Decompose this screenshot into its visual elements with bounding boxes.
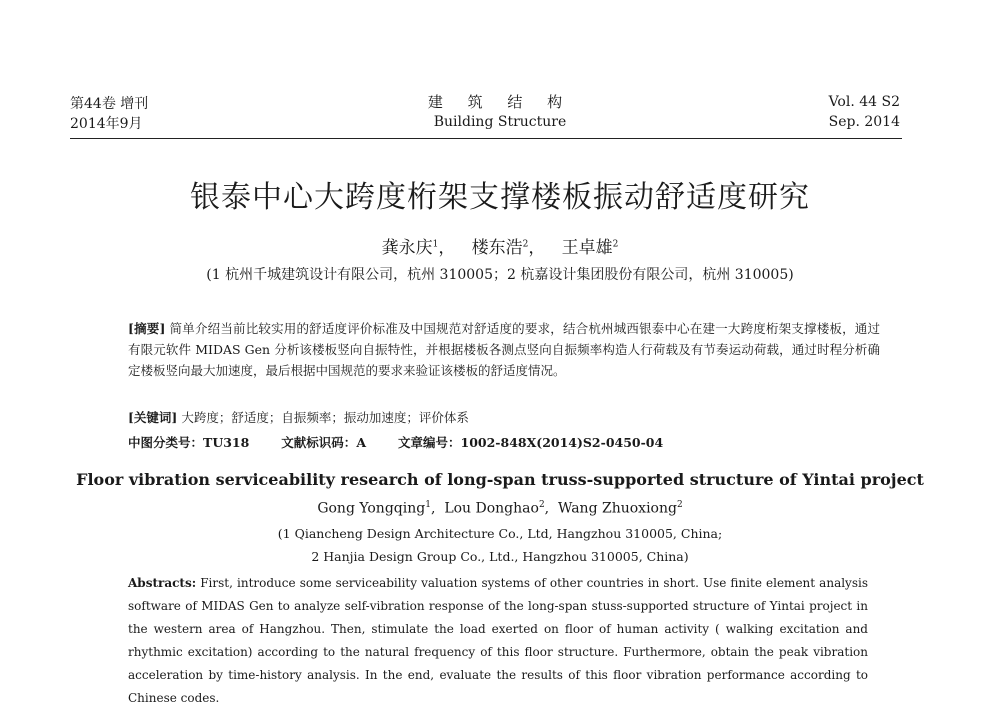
author-name: Lou Donghao bbox=[444, 500, 539, 517]
abstract-cn-label: [摘要] bbox=[128, 321, 166, 336]
classification bbox=[128, 435, 249, 450]
paper-title-cn: 银泰中心大跨度桁架支撑楼板振动舒适度研究 bbox=[190, 180, 810, 215]
author-name: 王卓雄 bbox=[561, 238, 613, 258]
classification-line bbox=[128, 432, 880, 453]
article-no-label: 文章编号： bbox=[398, 435, 461, 450]
affiliation-en-2: 2 Hanjia Design Group Co., Ltd., Hangzhou 310005, China) bbox=[311, 549, 689, 564]
abstract-en bbox=[128, 572, 868, 710]
author-name: 楼东浩 bbox=[471, 238, 523, 258]
paper-title-en: Floor vibration serviceability research of long-span truss-supported structure of Yintai project bbox=[76, 470, 924, 489]
volume-cn: 第44卷 增刊 bbox=[70, 96, 149, 112]
doc-code-label: 文献标识码： bbox=[281, 435, 357, 450]
date-en: Sep. 2014 bbox=[828, 114, 900, 130]
journal-name-cn: 建 筑 结 构 bbox=[427, 93, 573, 111]
authors-en: Gong Yongqing$^1$, Lou Donghao$^2$, Wang Zhuoxiong$^2$ bbox=[317, 500, 683, 517]
classification-label: 中图分类号： bbox=[128, 435, 204, 450]
author-sup: 2 bbox=[522, 239, 529, 250]
journal-volume-en bbox=[829, 92, 900, 132]
header-divider bbox=[70, 138, 902, 139]
article-no-value: 1002-848X(2014)S2-0450-04 bbox=[460, 435, 664, 450]
keywords-cn bbox=[128, 407, 880, 428]
article-number bbox=[398, 435, 663, 450]
author-sup: 2 bbox=[538, 500, 545, 510]
affiliation-cn: (1 杭州千城建筑设计有限公司，杭州 310005；2 杭嘉设计集团股份有限公司，杭州 310005) bbox=[206, 267, 794, 283]
affiliation-en-1: (1 Qiancheng Design Architecture Co., Ltd, Hangzhou 310005, China; bbox=[277, 526, 723, 541]
abstract-en-label: Abstracts: bbox=[128, 576, 197, 590]
author-sup: 2 bbox=[612, 239, 619, 250]
doc-code-value: A bbox=[356, 435, 367, 450]
keywords-cn-text: 大跨度；舒适度；自振频率；振动加速度；评价体系 bbox=[181, 410, 469, 425]
date-cn: 2014年9月 bbox=[70, 116, 143, 132]
doc-code bbox=[281, 435, 366, 450]
author-name: 龚永庆 bbox=[381, 238, 433, 258]
author-sup: 1 bbox=[425, 500, 431, 510]
journal-name-en: Building Structure bbox=[433, 114, 567, 130]
author-sup: 1 bbox=[432, 239, 439, 250]
author-sup: 2 bbox=[676, 500, 683, 510]
authors-cn: 龚永庆$^1$， 楼东浩$^2$， 王卓雄$^2$ bbox=[381, 238, 619, 258]
abstract-cn bbox=[128, 318, 880, 381]
abstract-en-text: First, introduce some serviceability valuation systems of other countries in short. Use finite element analysis software of MIDAS Gen to analyze self-vibration response of the long-span stuss-supported structure of Yintai project in the western area of Hangzhou. Then, stimulate the load exerted on floor of human activity ( walking excitation and rhythmic excitation) according to the natural frequency of this floor structure. Furthermore, obtain the peak vibration acceleration by time-history analysis. In the end, evaluate the results of this floor vibration performance according to Chinese codes. bbox=[128, 576, 868, 705]
abstract-cn-text: 简单介绍当前比较实用的舒适度评价标准及中国规范对舒适度的要求，结合杭州城西银泰中心在建一大跨度桁架支撑楼板，通过有限元软件 MIDAS Gen 分析该楼板竖向自振特性，并根据楼板各测点竖向自振频率构造人行荷载及有节奏运动荷载，通过时程分析确定楼板竖向最大加速度，最后根据中国规范的要求来验证该楼板的舒适度情况。 bbox=[128, 321, 880, 378]
classification-value: TU318 bbox=[203, 435, 250, 450]
author-name: Wang Zhuoxiong bbox=[558, 500, 677, 517]
keywords-cn-label: [关键词] bbox=[128, 410, 178, 425]
volume-en: Vol. 44 S2 bbox=[828, 94, 900, 110]
author-name: Gong Yongqing bbox=[317, 500, 426, 517]
